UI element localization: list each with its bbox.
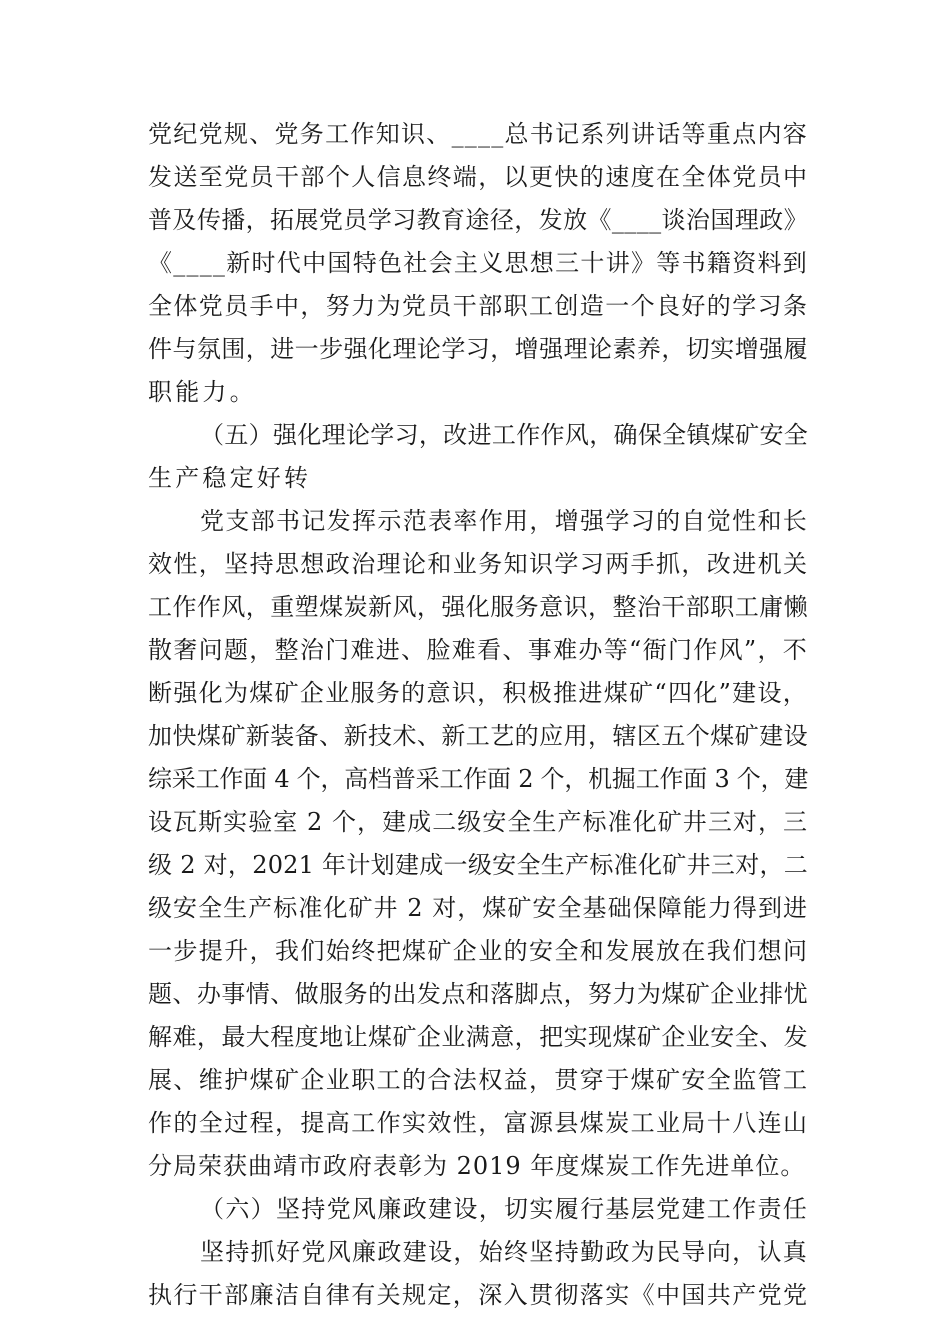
section-heading: （六）坚持党风廉政建设，切实履行基层党建工作责任 [200,1195,808,1223]
body-text-line: 断强化为煤矿企业服务的意识，积极推进煤矿“四化”建设， [148,679,808,707]
body-text-line: 级安全生产标准化矿井 2 对，煤矿安全基础保障能力得到进 [148,894,808,922]
body-text-line: 级 2 对，2021 年计划建成一级安全生产标准化矿井三对，二 [148,851,808,879]
body-text-line: 综采工作面 4 个，高档普采工作面 2 个，机掘工作面 3 个，建 [148,765,808,793]
body-text-line: 分局荣获曲靖市政府表彰为 2019 年度煤炭工作先进单位。 [148,1152,806,1180]
body-text-line: 发送至党员干部个人信息终端，以更快的速度在全体党员中 [148,163,809,191]
body-text-line: 题、办事情、做服务的出发点和落脚点，努力为煤矿企业排忧 [148,980,808,1008]
body-text-line: 普及传播，拓展党员学习教育途径，发放《____谈治国理政》 [148,206,808,234]
body-text-line: 散奢问题，整治门难进、脸难看、事难办等“衙门作风”，不 [148,636,808,664]
body-text-line: 设瓦斯实验室 2 个，建成二级安全生产标准化矿井三对，三 [148,808,808,836]
body-text-line: 作的全过程，提高工作实效性，富源县煤炭工业局十八连山 [148,1109,809,1137]
body-text-line: 解难，最大程度地让煤矿企业满意，把实现煤矿企业安全、发 [148,1023,808,1051]
body-text-line: 执行干部廉洁自律有关规定，深入贯彻落实《中国共产党党 [148,1281,809,1309]
section-heading-continued: 生产稳定好转 [148,464,312,492]
body-text-line: 一步提升，我们始终把煤矿企业的安全和发展放在我们想问 [148,937,809,965]
body-text-line: 展、维护煤矿企业职工的合法权益，贯穿于煤矿安全监管工 [148,1066,809,1094]
body-text-line: 效性，坚持思想政治理论和业务知识学习两手抓，改进机关 [148,550,809,578]
body-text-line: 件与氛围，进一步强化理论学习，增强理论素养，切实增强履 [148,335,808,363]
body-text-line: 加快煤矿新装备、新技术、新工艺的应用，辖区五个煤矿建设 [148,722,808,750]
body-text-line: 坚持抓好党风廉政建设，始终坚持勤政为民导向，认真 [200,1238,808,1266]
body-text-line: 职能力。 [148,378,257,406]
body-text-line: 《____新时代中国特色社会主义思想三十讲》等书籍资料到 [148,249,808,277]
body-text-line: 工作作风，重塑煤炭新风，强化服务意识，整治干部职工庸懒 [148,593,808,621]
body-text-line: 全体党员手中，努力为党员干部职工创造一个良好的学习条 [148,292,809,320]
body-text-line: 党支部书记发挥示范表率作用，增强学习的自觉性和长 [200,507,808,535]
body-text-line: 党纪党规、党务工作知识、____总书记系列讲话等重点内容 [148,120,808,148]
section-heading: （五）强化理论学习，改进工作作风，确保全镇煤矿安全 [200,421,808,449]
